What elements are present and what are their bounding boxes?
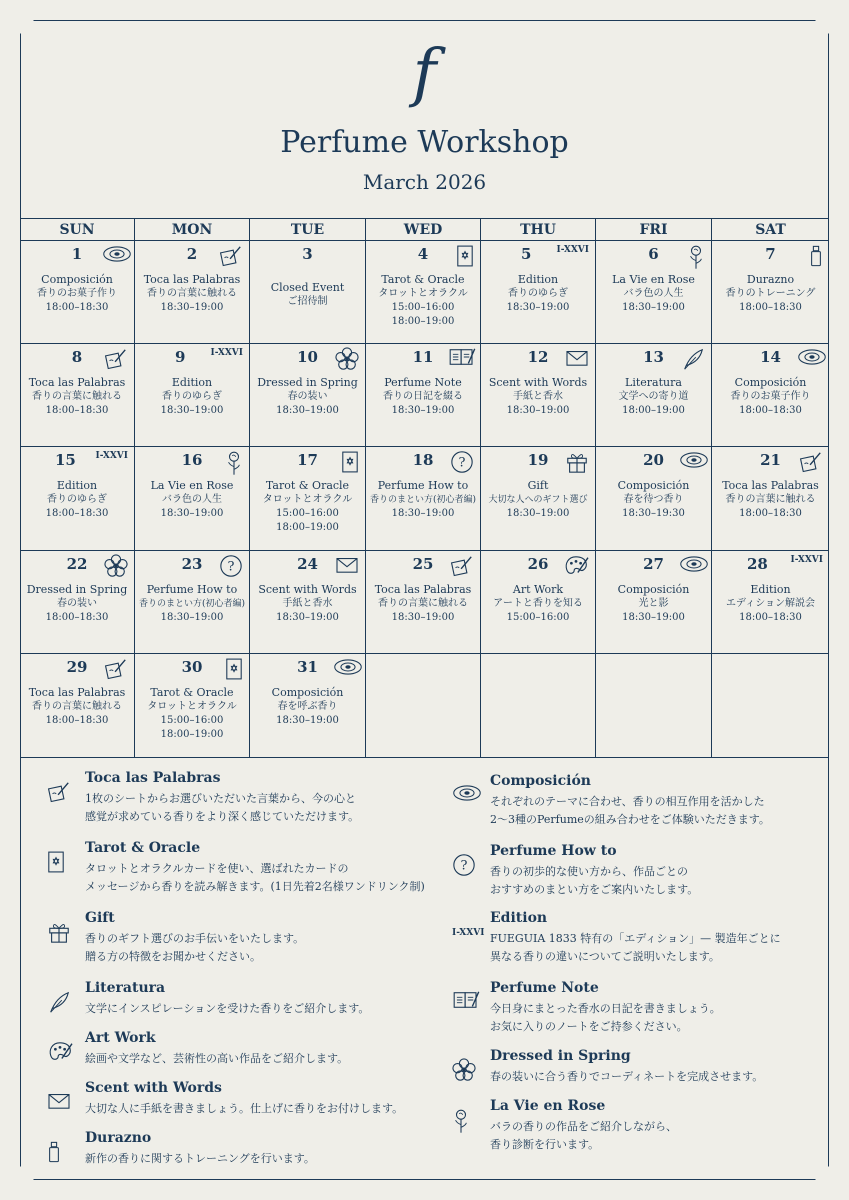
event-jp-title: 春の装い: [287, 391, 328, 403]
day-number: 11: [412, 348, 434, 367]
legend-description-line: 異なる香りの違いについてご説明いたします。: [490, 950, 720, 963]
day-number: 7: [765, 245, 776, 263]
note-icon: [448, 554, 474, 576]
legend-description-line: 新作の香りに関するトレーニングを行います。: [85, 1152, 315, 1165]
event-name: Perfume Note: [384, 376, 462, 390]
event-jp-title: 香りの日記を綴る: [383, 391, 463, 403]
day-header-sun: SUN: [20, 219, 135, 241]
calendar-day-cell[interactable]: [250, 551, 366, 654]
event-jp-title: 香りのゆらぎ: [162, 391, 222, 403]
event-time: 15:00–16:00: [160, 714, 224, 726]
event-info: [250, 479, 365, 535]
event-jp-title: 香りのお菓子作り: [730, 391, 811, 403]
note-icon: [47, 780, 73, 806]
event-info: [481, 376, 595, 418]
day-number: 12: [527, 348, 549, 367]
edition-roman-icon: I-XXVI: [95, 451, 128, 462]
day-number: 25: [412, 554, 434, 573]
event-info: [712, 273, 829, 315]
day-number: 17: [297, 451, 318, 470]
calendar-day-cell: [712, 654, 829, 757]
legend-description: [490, 793, 849, 829]
event-name: Scent with Words: [258, 582, 357, 596]
event-info: [596, 273, 711, 315]
event-info: [712, 583, 829, 625]
event-time: 18:30–19:00: [506, 405, 570, 417]
day-header-fri: FRI: [596, 219, 712, 241]
legend-description-line: 香りの初歩的な使い方から、作品ごとの: [490, 865, 688, 878]
legend-description: [85, 1150, 445, 1168]
day-number: 13: [643, 348, 664, 367]
event-name: Toca las Palabras: [28, 376, 126, 390]
event-jp-title: 香りの言葉に触れる: [147, 288, 237, 299]
legend-description: [490, 1118, 849, 1154]
event-time: 18:30–19:00: [160, 508, 224, 520]
eye-icon: [333, 657, 359, 679]
brand-logo: f: [412, 36, 437, 110]
rose-icon: [217, 450, 243, 472]
palette-icon: [47, 1040, 73, 1066]
calendar-day-cell[interactable]: [712, 551, 829, 654]
event-name: Composición: [41, 273, 113, 286]
event-time: 18:00–18:30: [739, 508, 802, 520]
event-time: 15:00–16:00: [276, 508, 339, 520]
legend-description-line: 春の装いに合う香りでコーディネートを完成させます。: [490, 1070, 764, 1083]
legend-description-line: それぞれのテーマに合わせ、香りの相互作用を活かした: [490, 795, 765, 808]
event-info: [481, 479, 595, 521]
event-time: 18:30–19:00: [160, 405, 224, 417]
event-time: 18:00–19:00: [622, 405, 685, 417]
event-name: Closed Event: [270, 281, 345, 294]
event-info: [481, 273, 595, 315]
calendar-day-cell[interactable]: [20, 447, 135, 550]
day-number: 15: [55, 451, 76, 470]
day-number: 23: [181, 554, 203, 573]
calendar-day-cell[interactable]: [481, 447, 596, 550]
event-name: Toca las Palabras: [28, 685, 126, 699]
legend-description: [490, 1000, 849, 1036]
legend-description-line: バラの香りの作品をご紹介しながら、: [490, 1120, 677, 1133]
event-time: 18:00–18:30: [45, 302, 109, 313]
day-header-sat: SAT: [712, 219, 829, 241]
event-name: Edition: [517, 273, 559, 286]
event-info: [366, 376, 480, 418]
day-header-tue: TUE: [250, 219, 366, 241]
book-icon: [452, 990, 478, 1016]
event-name: Art Work: [512, 582, 564, 596]
day-number: 21: [760, 451, 781, 470]
calendar-day-cell[interactable]: [250, 241, 366, 344]
gift-icon: [563, 450, 589, 472]
legend-description-line: FUEGUIA 1833 特有の「エディション」— 製造年ごとに: [490, 932, 781, 945]
event-time-2: 18:00–19:00: [276, 522, 339, 534]
day-number: 27: [643, 554, 664, 573]
day-number: 3: [302, 245, 313, 263]
event-jp-title: 手紙と香水: [282, 597, 333, 609]
event-name: Composición: [617, 582, 690, 596]
feather-icon: [679, 347, 705, 369]
day-header-mon: MON: [135, 219, 250, 241]
svg-text:?: ?: [460, 858, 468, 874]
calendar-day-cell: [366, 654, 481, 757]
legend-description-line: 絵画や文学など、芸術性の高い作品をご紹介します。: [85, 1052, 349, 1065]
event-info: [135, 376, 249, 418]
event-jp-title: 香りのトレーニング: [725, 288, 816, 299]
eye-icon: [452, 783, 478, 809]
svg-text:?: ?: [227, 559, 235, 575]
event-info: [135, 686, 249, 742]
edition-roman-icon: I-XXVI: [452, 928, 485, 938]
calendar-day-cell[interactable]: [20, 241, 135, 344]
event-jp-title: バラ色の人生: [162, 494, 222, 506]
legend-name: Toca las Palabras: [85, 770, 221, 786]
day-number: 5: [521, 245, 532, 263]
legend-name: Scent with Words: [85, 1080, 222, 1096]
calendar-day-cell[interactable]: [481, 551, 596, 654]
event-jp-title: 文学への寄り道: [618, 391, 689, 403]
event-info: [596, 479, 711, 521]
event-jp-title: 春を待つ香り: [623, 494, 684, 506]
bottle-icon: [797, 244, 823, 266]
question-icon: [448, 450, 474, 472]
legend-name: Literatura: [85, 980, 166, 996]
event-jp-title: タロットとオラクル: [262, 494, 353, 506]
eye-icon: [679, 450, 705, 472]
bottle-icon: [47, 1140, 73, 1166]
event-info: [20, 273, 134, 315]
calendar-day-cell[interactable]: [20, 344, 135, 447]
feather-icon: [47, 990, 73, 1016]
legend-description-line: 2〜3種のPerfumeの組み合わせをご体験いただきます。: [490, 813, 770, 826]
legend-description: [85, 930, 445, 966]
edition-roman-icon: I-XXVI: [790, 554, 823, 565]
calendar-day-cell[interactable]: [366, 551, 481, 654]
legend-description: [85, 1000, 445, 1018]
tarot-icon: [448, 244, 474, 266]
tarot-icon: [47, 850, 73, 876]
day-number: 28: [747, 554, 768, 573]
calendar-day-cell[interactable]: [712, 344, 829, 447]
event-name: Edition: [56, 479, 98, 493]
legend-name: Perfume Note: [490, 980, 599, 996]
event-time: 18:30–19:30: [622, 508, 685, 520]
question-icon: [217, 554, 243, 576]
day-number: 22: [66, 554, 88, 573]
event-info: [20, 376, 134, 418]
event-name: Composición: [617, 479, 690, 493]
envelope-icon: [47, 1090, 73, 1116]
event-info: [20, 583, 134, 625]
event-name: Toca las Palabras: [374, 582, 472, 596]
legend-name: Edition: [490, 910, 548, 926]
day-number: 18: [412, 451, 434, 470]
event-time: 15:00–16:00: [391, 302, 455, 313]
day-number: 30: [181, 657, 203, 676]
legend-description: [490, 1068, 849, 1086]
event-info: [250, 686, 365, 728]
event-time: 18:30–19:00: [622, 611, 685, 623]
event-jp-title: 香りの言葉に触れる: [32, 391, 122, 403]
tarot-icon: [217, 657, 243, 679]
event-info: [20, 686, 134, 728]
event-name: Tarot & Oracle: [150, 685, 234, 699]
event-info: [250, 281, 365, 309]
event-time: 18:00–18:30: [45, 405, 109, 417]
event-time: 18:30–19:00: [391, 508, 455, 520]
envelope-icon: [563, 347, 589, 369]
day-number: 24: [297, 554, 318, 573]
event-info: [712, 479, 829, 521]
event-name: Composición: [271, 685, 344, 699]
legend-description: [85, 860, 445, 896]
event-time-2: 18:00–19:00: [160, 728, 224, 740]
eye-icon: [679, 554, 705, 576]
legend-name: Composición: [490, 773, 591, 789]
note-icon: [797, 450, 823, 472]
calendar-day-cell[interactable]: [596, 344, 712, 447]
calendar-day-cell[interactable]: [596, 241, 712, 344]
event-name: Scent with Words: [488, 376, 588, 390]
day-number: 14: [760, 348, 781, 367]
legend-description-line: 1枚のシートからお選びいただいた言葉から、今の心と: [85, 792, 356, 805]
calendar-day-cell[interactable]: [481, 344, 596, 447]
legend-description: [490, 863, 849, 899]
event-name: Toca las Palabras: [143, 273, 241, 286]
legend-description: [85, 790, 445, 826]
day-number: 8: [71, 348, 83, 367]
event-time: 18:30–19:00: [391, 405, 455, 417]
event-name: Gift: [527, 479, 549, 493]
day-number: 19: [527, 451, 549, 470]
day-number: 31: [297, 657, 318, 676]
event-info: [481, 583, 595, 625]
day-number: 26: [527, 554, 549, 573]
calendar-day-cell[interactable]: [596, 551, 712, 654]
legend-name: La Vie en Rose: [490, 1098, 606, 1114]
palette-icon: [563, 554, 589, 576]
event-name: Durazno: [746, 273, 795, 286]
event-name: Dressed in Spring: [26, 582, 128, 596]
page-subtitle: March 2026: [362, 170, 487, 194]
event-time: 18:30–19:00: [160, 611, 224, 623]
eye-icon: [797, 347, 823, 369]
event-info: [250, 583, 365, 625]
day-number: 16: [181, 451, 203, 470]
event-time: 18:30–19:00: [276, 611, 339, 623]
legend-description: [85, 1050, 445, 1068]
event-time: 18:30–19:00: [391, 611, 455, 623]
event-name: Literatura: [625, 376, 682, 390]
event-jp-title: タロットとオラクル: [378, 288, 468, 299]
event-name: Dressed in Spring: [257, 376, 358, 390]
flower-icon: [333, 347, 359, 369]
gift-icon: [47, 920, 73, 946]
edition-roman-icon: I-XXVI: [556, 245, 589, 255]
event-time: 18:00–18:30: [45, 714, 109, 726]
day-number: 4: [417, 245, 429, 263]
event-jp-title: 香りのお菓子作り: [37, 288, 117, 299]
event-name: Toca las Palabras: [722, 479, 819, 493]
event-name: Tarot & Oracle: [381, 273, 465, 286]
event-jp-title: 春を呼ぶ香り: [277, 700, 338, 712]
flower-icon: [102, 554, 128, 576]
legend-description-line: おすすめのまとい方をご案内いたします。: [490, 883, 699, 896]
calendar-day-cell[interactable]: [135, 551, 250, 654]
tarot-icon: [333, 450, 359, 472]
event-time: 18:30–19:00: [276, 405, 339, 417]
day-number: 6: [648, 245, 659, 263]
event-jp-title: 香りのゆらぎ: [508, 288, 568, 299]
envelope-icon: [333, 554, 359, 576]
event-info: [135, 273, 249, 315]
event-name: La Vie en Rose: [150, 479, 234, 493]
eye-icon: [102, 244, 128, 266]
event-time-2: 18:00–19:00: [391, 316, 455, 327]
page-title: Perfume Workshop: [280, 125, 569, 160]
event-jp-title: ご招待制: [287, 296, 328, 307]
event-jp-title: 香りのゆらぎ: [47, 494, 107, 506]
event-jp-title: 香りの言葉に触れる: [725, 494, 816, 506]
event-info: [135, 479, 249, 521]
calendar-day-cell[interactable]: [366, 344, 481, 447]
calendar-day-cell[interactable]: [481, 241, 596, 344]
legend-description-line: 大切な人に手紙を書きましょう。仕上げに香りをお付けします。: [85, 1102, 404, 1115]
legend-description-line: 文学にインスピレーションを受けた香りをご紹介します。: [85, 1002, 370, 1015]
edition-roman-icon: I-XXVI: [210, 348, 243, 359]
event-jp-title: タロットとオラクル: [147, 700, 237, 712]
calendar-day-cell[interactable]: [135, 447, 250, 550]
legend-name: Dressed in Spring: [490, 1048, 631, 1064]
event-time: 18:00–18:30: [739, 302, 802, 313]
calendar-day-cell: [481, 654, 596, 757]
calendar-day-cell[interactable]: [250, 344, 366, 447]
book-icon: [448, 347, 474, 369]
day-number: 20: [643, 451, 664, 470]
legend-description-line: 感覚が求めている香りをより深く感じていただけます。: [85, 810, 360, 823]
note-icon: [217, 244, 243, 266]
event-jp-title: 香りのまとい方(初心者編): [369, 495, 477, 506]
question-icon: [452, 853, 478, 879]
legend-description-line: 贈る方の特徴をお聞かせください。: [85, 950, 261, 963]
calendar-day-cell[interactable]: [250, 654, 366, 757]
event-jp-title: 香りの言葉に触れる: [378, 597, 468, 609]
event-time: 18:00–18:30: [739, 611, 802, 623]
event-name: Composición: [734, 376, 807, 390]
event-info: [366, 273, 480, 329]
rose-icon: [452, 1108, 478, 1134]
event-jp-title: 香りの言葉に触れる: [32, 700, 122, 712]
legend-name: Durazno: [85, 1130, 152, 1146]
legend-name: Art Work: [85, 1030, 156, 1046]
event-jp-title: アートと香りを知る: [493, 597, 583, 609]
event-time: 18:30–19:00: [506, 302, 570, 313]
calendar-grid: [20, 218, 829, 758]
event-name: La Vie en Rose: [612, 273, 695, 286]
calendar-day-cell: [596, 654, 712, 757]
legend-name: Perfume How to: [490, 843, 617, 859]
event-name: Edition: [750, 582, 791, 596]
legend-name: Gift: [85, 910, 115, 926]
calendar-day-cell[interactable]: [20, 551, 135, 654]
event-jp-title: 大切な人へのギフト選び: [488, 495, 588, 506]
legend-description-line: お気に入りのノートをご持参ください。: [490, 1020, 688, 1033]
note-icon: [102, 347, 128, 369]
event-time: 18:30–19:00: [276, 714, 339, 726]
legend-description: [85, 1100, 445, 1118]
day-number: 9: [175, 348, 186, 367]
calendar-day-cell[interactable]: [366, 447, 481, 550]
event-info: [135, 583, 249, 625]
event-time: 18:30–19:00: [160, 302, 224, 313]
event-name: Perfume How to: [146, 582, 238, 596]
legend-name: Tarot & Oracle: [85, 840, 201, 856]
event-time: 18:00–18:30: [45, 508, 109, 520]
legend-description-line: 香りのギフト選びのお手伝いをいたします。: [85, 932, 305, 945]
event-jp-title: 春の装い: [57, 597, 97, 609]
legend-description-line: 香り診断を行います。: [490, 1138, 600, 1151]
note-icon: [102, 657, 128, 679]
event-info: [712, 376, 829, 418]
calendar-day-cell[interactable]: [250, 447, 366, 550]
day-header-wed: WED: [366, 219, 481, 241]
calendar-day-cell[interactable]: [135, 654, 250, 757]
rose-icon: [679, 244, 705, 266]
event-name: Edition: [171, 376, 213, 390]
legend-description-line: 今日身にまとった香水の日記を書きましょう。: [490, 1002, 721, 1015]
event-info: [366, 479, 480, 521]
event-time: 15:00–16:00: [506, 611, 570, 623]
event-info: [596, 583, 711, 625]
calendar-day-cell[interactable]: [712, 241, 829, 344]
event-time: 18:30–19:00: [622, 302, 685, 313]
event-jp-title: エディション解説会: [726, 597, 815, 609]
flower-icon: [452, 1058, 478, 1084]
event-time: 18:00–18:30: [45, 611, 109, 623]
day-number: 10: [297, 348, 318, 367]
legend-description: [490, 930, 849, 966]
event-jp-title: バラ色の人生: [623, 288, 684, 299]
event-time: 18:00–18:30: [739, 405, 802, 417]
calendar-day-cell[interactable]: [366, 241, 481, 344]
event-info: [366, 583, 480, 625]
calendar-day-cell[interactable]: [20, 654, 135, 757]
calendar-day-cell[interactable]: [596, 447, 712, 550]
day-number: 2: [186, 245, 198, 263]
calendar-day-cell[interactable]: [135, 344, 250, 447]
svg-text:?: ?: [458, 456, 466, 472]
event-name: Perfume How to: [377, 479, 469, 493]
event-jp-title: 手紙と香水: [513, 391, 563, 403]
day-number: 1: [71, 245, 83, 263]
event-info: [20, 479, 134, 521]
legend-description-line: メッセージから香りを読み解きます。(1日先着2名様ワンドリンク制): [85, 880, 425, 893]
event-info: [596, 376, 711, 418]
calendar-day-cell[interactable]: [712, 447, 829, 550]
event-jp-title: 香りのまとい方(初心者編): [138, 598, 246, 609]
event-time: 18:30–19:00: [506, 508, 570, 520]
event-name: Tarot & Oracle: [265, 479, 350, 493]
calendar-day-cell[interactable]: [135, 241, 250, 344]
day-number: 29: [66, 657, 88, 676]
legend-description-line: タロットとオラクルカードを使い、選ばれたカードの: [85, 862, 349, 875]
event-jp-title: 光と影: [638, 597, 669, 609]
day-header-thu: THU: [481, 219, 596, 241]
event-info: [250, 376, 365, 418]
